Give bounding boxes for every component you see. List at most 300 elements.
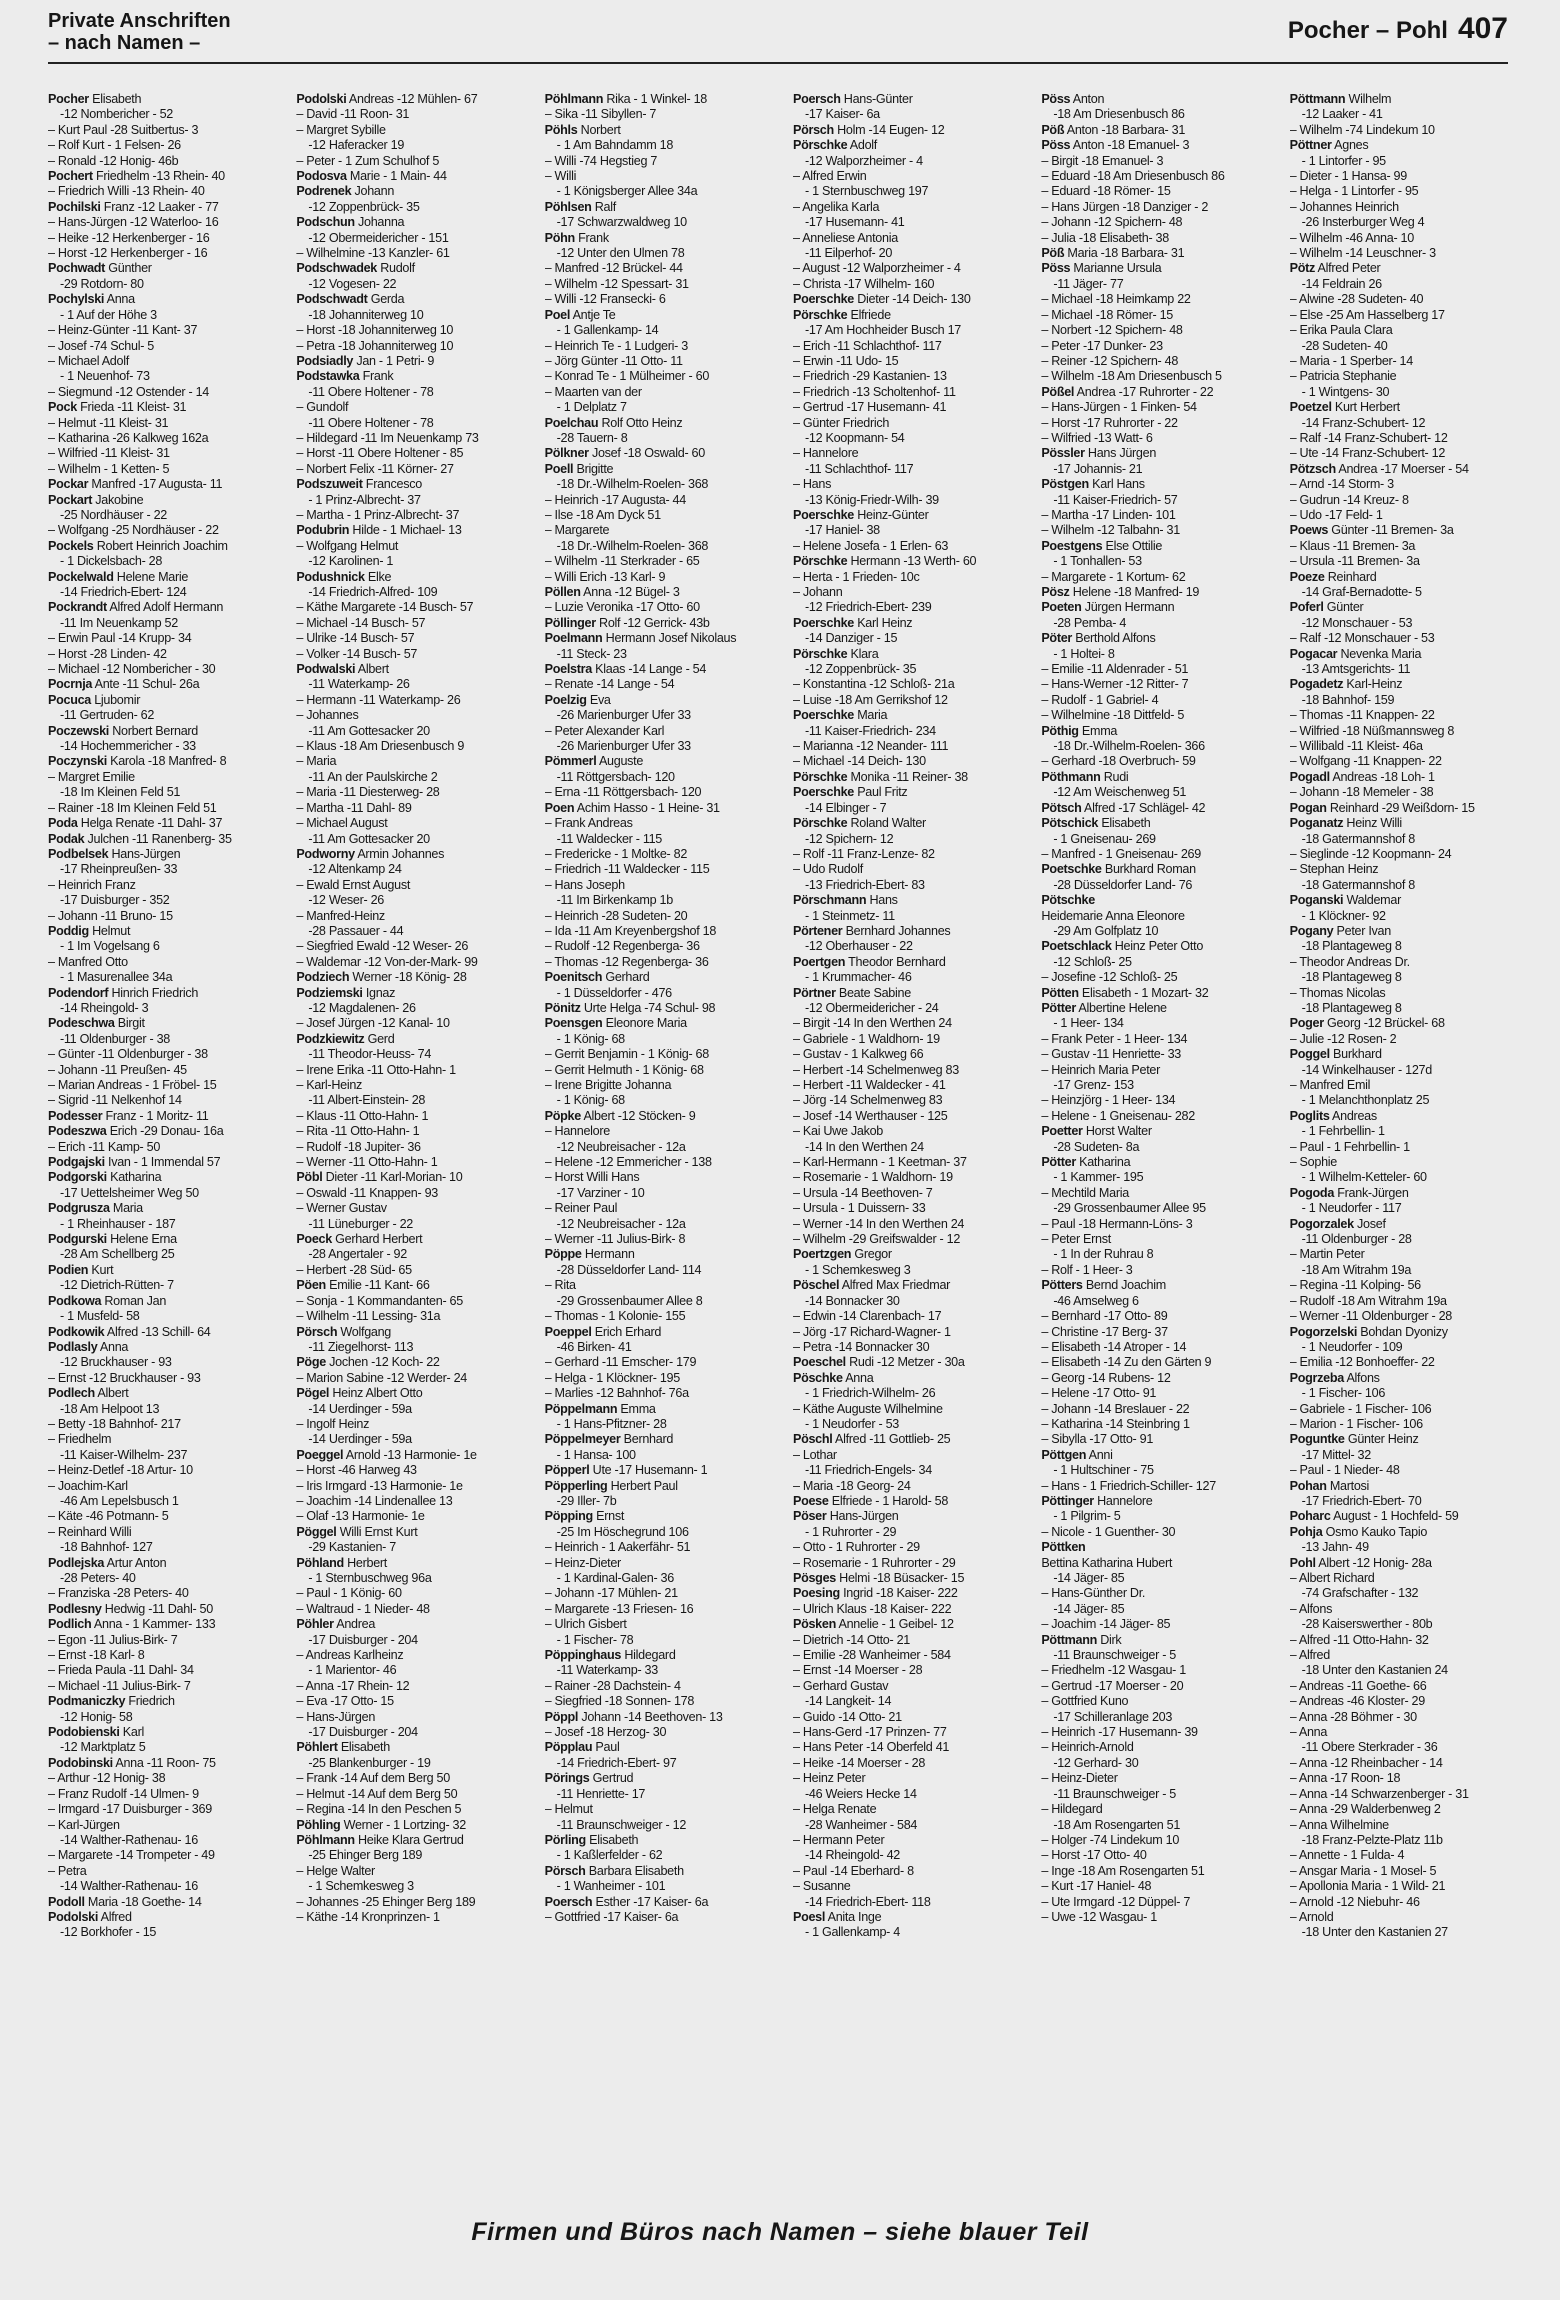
directory-entry-line: -17 Am Hochheider Busch 17 <box>804 323 961 338</box>
directory-entry-line: -18 Bahnhof- 127 <box>60 1540 153 1555</box>
surname: Podlasly <box>48 1339 98 1354</box>
directory-entry-line: -18 Am Witrahm 19a <box>1301 1262 1412 1277</box>
directory-entry-line: Poetter Horst Walter <box>1041 1124 1152 1139</box>
surname: Podstawka <box>296 369 360 384</box>
directory-entry-line: Pötter Albertine Helene <box>1041 1000 1167 1015</box>
directory-entry-line: – Klaus -18 Am Driesenbusch 9 <box>296 739 465 754</box>
directory-entry-line: – Hans Joseph <box>544 877 625 892</box>
directory-entry-line: Pöllen Anna -12 Bügel- 3 <box>544 585 680 599</box>
directory-entry-line: Pöß Anton -18 Barbara- 31 <box>1041 122 1186 137</box>
directory-entry-line: – Christa -17 Wilhelm- 160 <box>792 276 935 291</box>
directory-entry-line: Podeschwa Birgit <box>48 1016 145 1031</box>
surname: Poertgen <box>792 954 846 969</box>
surname: Pörschke <box>792 816 848 831</box>
directory-entry-line: – Marlies -12 Bahnhof- 76a <box>544 1386 689 1401</box>
directory-entry-line: – Ursula - 1 Duissern- 33 <box>792 1201 926 1216</box>
surname: Poestgens <box>1041 538 1103 553</box>
directory-entry-line: – Horst -28 Linden- 42 <box>48 646 167 661</box>
directory-entry-line: Pogadetz Karl-Heinz <box>1289 677 1403 692</box>
surname: Pötter <box>1041 1000 1076 1015</box>
directory-entry-line: – Gerhard -11 Emscher- 179 <box>544 1355 697 1370</box>
directory-entry-line: Pörling Elisabeth <box>544 1832 639 1847</box>
directory-entry-line: -18 Unter den Kastanien 27 <box>1301 1925 1448 1940</box>
directory-entry-line <box>1041 1540 1269 1555</box>
surname: Pöpplau <box>544 1740 593 1755</box>
footer-note: Firmen und Büros nach Namen – siehe blauer Teil <box>471 2218 1089 2246</box>
directory-entry-line: - 1 Fischer- 78 <box>556 1632 634 1647</box>
directory-entry-line: – Willi Erich -13 Karl- 9 <box>544 569 666 584</box>
directory-entry-line: – Ernst -14 Moerser - 28 <box>792 1663 923 1678</box>
directory-entry-line: -28 Kaiserswerther - 80b <box>1301 1617 1433 1632</box>
surname: Podgrusza <box>48 1201 110 1216</box>
surname: Poersch <box>792 92 841 106</box>
directory-entry-line: Pötters Bernd Joachim <box>1041 1278 1166 1293</box>
directory-entry-line: – Elisabeth -14 Atroper - 14 <box>1041 1339 1187 1354</box>
directory-entry-line: – Paul - 1 Fehrbellin- 1 <box>1289 1139 1410 1154</box>
directory-entry-line: – Jörg -14 Schelmenweg 83 <box>792 1093 943 1108</box>
surname: Poen <box>544 800 575 815</box>
directory-entry-line: Pötter Katharina <box>1041 1155 1131 1170</box>
directory-entry-line: -14 Friedrich-Ebert- 97 <box>556 1755 677 1770</box>
surname: Poharc <box>1289 1509 1331 1524</box>
directory-entry-line: – Ralf -12 Monschauer - 53 <box>1289 631 1435 646</box>
directory-entry-line: – Udo Rudolf <box>792 862 863 877</box>
directory-entry-line: – Käthe Auguste Wilhelmine <box>792 1401 943 1416</box>
surname: Podlich <box>48 1617 92 1632</box>
directory-entry-line: – Konrad Te - 1 Mülheimer - 60 <box>544 369 710 384</box>
directory-entry-line: -28 Pemba- 4 <box>1053 615 1127 630</box>
directory-entry-line: – Edwin -14 Clarenbach- 17 <box>792 1309 942 1324</box>
directory-entry-line: – Heike -12 Herkenberger - 16 <box>48 230 210 245</box>
directory-entry-line: – Ilse -18 Am Dyck 51 <box>544 507 661 522</box>
directory-entry-line: -26 Marienburger Ufer 33 <box>556 739 691 754</box>
directory-entry-line: – Nicole - 1 Guenther- 30 <box>1041 1524 1176 1539</box>
directory-entry-line: – Heinrich-Arnold <box>1041 1740 1134 1755</box>
directory-entry-line: -12 Nombericher - 52 <box>60 107 173 122</box>
directory-entry-line: -11 Kaiser-Friedrich- 234 <box>804 723 936 738</box>
directory-entry-line: Podoll Maria -18 Goethe- 14 <box>48 1894 202 1909</box>
directory-entry-line: Pöter Berthold Alfons <box>1041 631 1156 646</box>
directory-entry-line: - 1 Marientor- 46 <box>308 1663 397 1678</box>
directory-entry-line: – Olaf -13 Harmonie- 1e <box>296 1509 425 1524</box>
directory-entry-line: – Alwine -28 Sudeten- 40 <box>1289 292 1424 307</box>
directory-entry-line: -14 Elbinger - 7 <box>804 800 887 815</box>
directory-entry-line: – Frieda Paula -11 Dahl- 34 <box>48 1663 194 1678</box>
surname: Pogadl <box>1289 769 1330 784</box>
directory-column <box>545 92 773 2212</box>
directory-entry-line: -17 Kaiser- 6a <box>804 107 880 122</box>
surname: Podobienski <box>48 1725 120 1740</box>
surname: Poeze <box>1289 569 1325 584</box>
directory-entry-line: -11 Röttgersbach- 120 <box>556 769 675 784</box>
directory-entry-line: Pogan Reinhard -29 Weißdorn- 15 <box>1289 800 1475 815</box>
surname: Podworny <box>296 846 355 861</box>
surname: Pöhling <box>296 1817 341 1832</box>
directory-entry-line: -25 Im Höschegrund 106 <box>556 1524 689 1539</box>
surname: Pötsch <box>1041 800 1082 815</box>
directory-entry-line: Podmaniczky Friedrich <box>48 1694 175 1709</box>
directory-entry-line: Pochylski Anna <box>48 292 135 307</box>
directory-entry-line: – Jörg -17 Richard-Wagner- 1 <box>792 1324 951 1339</box>
surname: Pöss <box>1041 92 1071 106</box>
directory-entry-line: Pockrandt Alfred Adolf Hermann <box>48 600 224 615</box>
surname: Poensgen <box>544 1016 603 1031</box>
directory-entry-line: – Manfred Otto <box>48 954 128 969</box>
directory-entry-line: - 1 Kaßlerfelder - 62 <box>556 1848 663 1863</box>
directory-entry-line: - 1 Hansa- 100 <box>556 1447 636 1462</box>
surname: Podschun <box>296 215 355 230</box>
directory-entry-line: Podien Kurt <box>48 1262 114 1277</box>
directory-entry-line: – Kurt Paul -28 Suitbertus- 3 <box>48 122 199 137</box>
directory-entry-line: – Kai Uwe Jakob <box>792 1124 883 1139</box>
directory-entry-line: – Günter -11 Oldenburger - 38 <box>48 1047 208 1062</box>
directory-entry-line: -12 Bruckhauser - 93 <box>60 1355 172 1370</box>
directory-entry-line: -28 Tauern- 8 <box>556 430 628 445</box>
surname: Pöß <box>1041 122 1065 137</box>
directory-entry-line: – Rolf -11 Franz-Lenze- 82 <box>792 846 935 861</box>
surname: Pötter <box>1041 1155 1076 1170</box>
directory-entry-line: – Ida -11 Am Kreyenbergshof 18 <box>544 923 717 938</box>
directory-entry-line: Pöttmann Dirk <box>1041 1632 1122 1647</box>
directory-entry-line: -13 Friedrich-Ebert- 83 <box>804 877 925 892</box>
directory-entry-line: – Ansgar Maria - 1 Mosel- 5 <box>1289 1863 1437 1878</box>
page-range-heading <box>1288 12 1508 46</box>
directory-entry-line: Pöppelmeyer Bernhard <box>544 1432 674 1447</box>
directory-entry-line: – Irmgard -17 Duisburger - 369 <box>48 1802 212 1817</box>
directory-entry-line: – Manfred -12 Brückel- 44 <box>544 261 683 276</box>
directory-entry-line: – Hans-Werner -12 Ritter- 7 <box>1041 677 1189 692</box>
directory-entry-line: – Michael -12 Nombericher - 30 <box>48 662 216 677</box>
surname: Podzkiewitz <box>296 1031 365 1046</box>
directory-entry-line: – Hermann Peter <box>792 1832 885 1847</box>
directory-entry-line: Pogorzelski Bohdan Dyonizy <box>1289 1324 1448 1339</box>
directory-entry-line: Podwalski Albert <box>296 662 389 677</box>
directory-entry-line: -13 Amtsgerichts- 11 <box>1301 662 1411 677</box>
directory-entry-line: Podlasly Anna <box>48 1339 129 1354</box>
surname: Poerschke <box>792 615 854 630</box>
directory-entry-line: -11 Im Birkenkamp 1b <box>556 893 673 908</box>
surname: Poeten <box>1041 600 1082 615</box>
directory-entry-line: – Otto - 1 Ruhrorter - 29 <box>792 1540 920 1555</box>
directory-entry-line: – Karl-Heinz <box>296 1078 363 1092</box>
surname: Poertzgen <box>792 1247 852 1262</box>
surname: Pöhn <box>544 230 575 245</box>
directory-entry-line: – Gustav -11 Henriette- 33 <box>1041 1047 1181 1062</box>
directory-entry-line: -14 Rheingold- 42 <box>804 1848 901 1863</box>
directory-entry-line: -17 Schilleranlage 203 <box>1053 1709 1173 1724</box>
surname: Pömmerl <box>544 754 597 769</box>
directory-entry-line: – Ewald Ernst August <box>296 877 411 892</box>
directory-entry-line: – Werner -11 Oldenburger - 28 <box>1289 1309 1452 1324</box>
directory-entry-line: – Heinz-Dieter <box>544 1555 621 1570</box>
directory-entry-line: – Willibald -11 Kleist- 46a <box>1289 739 1423 754</box>
directory-entry-line: -11 Waterkamp- 26 <box>308 677 410 692</box>
surname: Pockart <box>48 492 93 507</box>
directory-entry-line: Pösges Helmi -18 Büsacker- 15 <box>792 1571 965 1585</box>
directory-entry-line: Podsiadly Jan - 1 Petri- 9 <box>296 353 435 368</box>
directory-entry-line: – Helene -12 Emmericher - 138 <box>544 1155 712 1170</box>
directory-entry-line: – Rosemarie - 1 Waldhorn- 19 <box>792 1170 953 1185</box>
directory-entry-line: – Friedhelm <box>48 1432 112 1447</box>
directory-entry-line: – Günter Friedrich <box>792 415 890 430</box>
surname: Pocuca <box>48 692 91 707</box>
directory-entry-line: – Thomas -12 Regenberga- 36 <box>544 954 709 969</box>
surname: Poetter <box>1041 1124 1083 1139</box>
directory-entry-line: Pöhlsen Ralf <box>544 199 616 214</box>
surname: Podlejska <box>48 1555 105 1570</box>
directory-entry-line: – Gertrud -17 Husemann- 41 <box>792 400 947 415</box>
directory-entry-line: – Luzie Veronika -17 Otto- 60 <box>544 600 700 615</box>
directory-entry-line: – Maria - 1 Sperber- 14 <box>1289 353 1413 368</box>
directory-entry-line: – Michael -14 Deich- 130 <box>792 754 926 769</box>
surname: Poersch <box>544 1894 593 1909</box>
directory-entry-line: – Rita <box>544 1278 576 1293</box>
directory-entry-line: – Andreas -11 Goethe- 66 <box>1289 1678 1427 1693</box>
surname: Pörsch <box>792 122 834 137</box>
directory-entry-line: Pöss Marianne Ursula <box>1041 261 1162 276</box>
directory-entry-line: Podgrusza Maria <box>48 1201 143 1216</box>
directory-entry-line: -11 Obere Holtener - 78 <box>308 384 434 399</box>
directory-entry-line: Poerschke Maria <box>792 708 888 723</box>
surname: Pöppl <box>544 1709 579 1724</box>
surname: Pöss <box>1041 261 1071 276</box>
directory-entry-line: – Rainer -18 Im Kleinen Feld 51 <box>48 800 217 815</box>
surname: Pötzsch <box>1289 461 1336 476</box>
directory-entry-line: Pöschel Alfred Max Friedmar <box>792 1278 951 1293</box>
directory-entry-line: – Bernhard -17 Otto- 89 <box>1041 1309 1168 1324</box>
directory-entry-line: -18 Im Kleinen Feld 51 <box>60 785 181 800</box>
surname: Poesl <box>792 1909 826 1924</box>
directory-entry-line: - 1 Wilhelm-Ketteler- 60 <box>1301 1170 1427 1185</box>
directory-entry-line: Pöhler Andrea <box>296 1617 376 1632</box>
directory-entry-line: – Martha -17 Linden- 101 <box>1041 507 1176 522</box>
directory-entry-line: Pöppelmann Emma <box>544 1401 656 1416</box>
directory-entry-line: – Josef -74 Schul- 5 <box>48 338 155 353</box>
surname: Podbelsek <box>48 846 109 861</box>
directory-entry-line: -17 Rheinpreußen- 33 <box>60 862 178 877</box>
directory-entry-line: – Friedrich -13 Scholtenhof- 11 <box>792 384 956 399</box>
surname: Poelzig <box>544 692 587 707</box>
directory-entry-line: – Ute -14 Franz-Schubert- 12 <box>1289 446 1446 461</box>
surname: Pöttinger <box>1041 1493 1094 1508</box>
directory-entry-line: – Egon -11 Julius-Birk- 7 <box>48 1632 178 1647</box>
surname: Pock <box>48 400 77 415</box>
directory-entry-line: – Udo -17 Feld- 1 <box>1289 507 1383 522</box>
directory-entry-line: -11 Braunschweiger - 5 <box>1053 1648 1176 1663</box>
directory-entry-line: Podushnick Elke <box>296 569 392 584</box>
directory-entry-line: – Arnd -14 Storm- 3 <box>1289 477 1394 492</box>
surname: Pörling <box>544 1832 586 1847</box>
surname: Poczewski <box>48 723 110 738</box>
directory-entry-line: - 1 Dickelsbach- 28 <box>60 554 163 569</box>
directory-entry-line: – Willi <box>544 169 577 184</box>
directory-entry-line: – Horst -46 Harweg 43 <box>296 1463 417 1478</box>
directory-entry-line: -28 Am Schellberg 25 <box>60 1247 175 1262</box>
directory-entry-line: Pömmerl Auguste <box>544 754 644 769</box>
directory-entry-line: -12 Zoppenbrück- 35 <box>308 199 420 214</box>
surname: Pöhlert <box>296 1740 338 1755</box>
directory-entry-line: – Elisabeth -14 Zu den Gärten 9 <box>1041 1355 1212 1370</box>
directory-entry-line: -14 Jäger- 85 <box>1053 1571 1125 1585</box>
directory-entry-line: – Gerrit Helmuth - 1 König- 68 <box>544 1062 704 1077</box>
directory-entry-line: – Helga - 1 Lintorfer - 95 <box>1289 184 1419 199</box>
directory-entry-line: – Klaus -11 Bremen- 3a <box>1289 538 1416 553</box>
surname: Podmaniczky <box>48 1694 126 1709</box>
surname: Pöschke <box>792 1370 843 1385</box>
surname: Pörtener <box>792 923 843 938</box>
directory-entry-line: – Theodor Andreas Dr. <box>1289 954 1410 969</box>
directory-entry-line: -26 Insterburger Weg 4 <box>1301 215 1425 230</box>
directory-entry-line: – Wolfgang -25 Nordhäuser - 22 <box>48 523 219 538</box>
directory-entry-line: -12 Oberhauser - 22 <box>804 939 913 954</box>
surname: Pöttgen <box>1041 1447 1087 1462</box>
directory-entry-line: – Peter - 1 Zum Schulhof 5 <box>296 153 440 168</box>
directory-entry-line: – Eduard -18 Römer- 15 <box>1041 184 1171 199</box>
surname: Pöpping <box>544 1509 593 1524</box>
directory-entry-line: -14 Friedrich-Alfred- 109 <box>308 585 438 599</box>
directory-entry-line: Pochert Friedhelm -13 Rhein- 40 <box>48 169 225 184</box>
surname: Pörschke <box>792 138 848 153</box>
directory-entry-line: – Renate -14 Lange - 54 <box>544 677 675 692</box>
directory-entry-line: -14 Friedrich-Ebert- 118 <box>804 1894 931 1909</box>
directory-entry-line: Podosva Marie - 1 Main- 44 <box>296 169 447 184</box>
directory-entry-line: Pöge Jochen -12 Koch- 22 <box>296 1355 440 1370</box>
directory-entry-line: Pogadl Andreas -18 Loh- 1 <box>1289 769 1435 784</box>
directory-entry-line: -14 Franz-Schubert- 12 <box>1301 415 1426 430</box>
directory-entry-line: -12 Altenkamp 24 <box>308 862 402 877</box>
directory-entry-line: - 1 Wanheimer - 101 <box>556 1879 666 1894</box>
directory-entry-line: – Erwin Paul -14 Krupp- 34 <box>48 631 192 646</box>
directory-entry-line: – Ralf -14 Franz-Schubert- 12 <box>1289 430 1448 445</box>
directory-entry-line: Podlech Albert <box>48 1386 129 1401</box>
directory-entry-line: – Gundolf <box>296 400 349 415</box>
directory-entry-line: – Konstantina -12 Schloß- 21a <box>792 677 955 692</box>
surname: Pörschke <box>792 646 848 661</box>
surname: Podlech <box>48 1386 95 1401</box>
directory-entry-line: Podkowik Alfred -13 Schill- 64 <box>48 1324 211 1339</box>
surname: Poerschke <box>792 785 854 800</box>
directory-entry-line: -12 Obermeidericher - 151 <box>308 230 449 245</box>
surname: Poczynski <box>48 754 107 769</box>
directory-entry-line: – Michael August <box>296 816 388 831</box>
directory-entry-line: Podschwadek Rudolf <box>296 261 415 276</box>
directory-entry-line: – Wilhelm -18 Am Driesenbusch 5 <box>1041 369 1222 384</box>
directory-entry-line: -11 Eilperhof- 20 <box>804 246 893 261</box>
directory-entry-line: Podolski Alfred <box>48 1909 132 1924</box>
directory-entry-line: Podgurski Helene Erna <box>48 1232 177 1247</box>
directory-entry-line: – Heinz Peter <box>792 1771 866 1786</box>
directory-entry-line: -17 Duisburger - 352 <box>60 893 170 908</box>
directory-entry-line: – Horst -11 Obere Holtener - 85 <box>296 446 464 461</box>
directory-entry-line: Poersch Esther -17 Kaiser- 6a <box>544 1894 709 1909</box>
directory-entry-line: -14 Danziger - 15 <box>804 631 898 646</box>
directory-entry-line: – Margret Sybille <box>296 122 386 137</box>
directory-entry-line: Pönitz Urte Helga -74 Schul- 98 <box>544 1000 716 1015</box>
directory-entry-line: Poenitsch Gerhard <box>544 970 650 985</box>
directory-entry-line: – Hermann -11 Waterkamp- 26 <box>296 692 461 707</box>
surname: Podendorf <box>48 985 109 1000</box>
directory-entry-line: -11 Obere Holtener - 78 <box>308 415 434 430</box>
directory-entry-line: – Ronald -12 Honig- 46b <box>48 153 179 168</box>
directory-entry-line: -12 Honig- 58 <box>60 1709 133 1724</box>
directory-entry-line: – Christine -17 Berg- 37 <box>1041 1324 1168 1339</box>
directory-entry-line: Pöthmann Rudi <box>1041 769 1129 784</box>
directory-entry-line: – Ingolf Heinz <box>296 1416 370 1431</box>
directory-entry-line: Pörschke Adolf <box>792 138 878 153</box>
directory-entry-line: -18 Am Rosengarten 51 <box>1053 1817 1181 1832</box>
directory-entry-line: – Paul - 1 König- 60 <box>296 1586 402 1601</box>
directory-entry-line: -28 Düsseldorfer Land- 76 <box>1053 877 1193 892</box>
directory-entry-line: -12 Neubreisacher - 12a <box>556 1139 686 1154</box>
surname: Pöss <box>1041 138 1071 153</box>
directory-entry-line: Poguntke Günter Heinz <box>1289 1432 1419 1447</box>
directory-entry-line: – Herbert -11 Waldecker - 41 <box>792 1078 946 1092</box>
directory-entry-line: Pöhlmann Rika - 1 Winkel- 18 <box>544 92 708 106</box>
directory-entry-line: Podendorf Hinrich Friedrich <box>48 985 199 1000</box>
surname: Poel <box>544 307 571 322</box>
directory-entry-line: Pöpperling Herbert Paul <box>544 1478 678 1493</box>
directory-entry-line: Pösz Helene -18 Manfred- 19 <box>1041 585 1200 599</box>
surname: Poell <box>544 461 574 476</box>
directory-entry-line: - 1 Steinmetz- 11 <box>804 908 895 923</box>
directory-entry-line: Podolski Andreas -12 Mühlen- 67 <box>296 92 478 106</box>
directory-entry-line: – Rolf - 1 Heer- 3 <box>1041 1262 1133 1277</box>
directory-entry-line: – Wilhelm -12 Talbahn- 31 <box>1041 523 1180 538</box>
page-header <box>48 10 1508 64</box>
directory-entry-line: – Peter Alexander Karl <box>544 723 665 738</box>
surname: Pogorzalek <box>1289 1216 1354 1231</box>
directory-entry-line: – Eduard -18 Am Driesenbusch 86 <box>1041 169 1225 184</box>
directory-entry-line: - 1 Tonhallen- 53 <box>1053 554 1142 569</box>
surname: Pogany <box>1289 923 1334 938</box>
surname: Pöpperl <box>544 1463 590 1478</box>
directory-entry-line: – Erich -11 Schlachthof- 117 <box>792 338 942 353</box>
section-title <box>48 10 231 54</box>
directory-entry-line: -11 Kaiser-Friedrich- 57 <box>1053 492 1178 507</box>
surname: Poda <box>48 816 78 831</box>
directory-entry-line: Pöggel Willi Ernst Kurt <box>296 1524 418 1539</box>
directory-entry-line: – Siegfried Ewald -12 Weser- 26 <box>296 939 469 954</box>
directory-entry-line: – Johann -14 Breslauer - 22 <box>1041 1401 1190 1416</box>
surname: Podgurski <box>48 1232 107 1247</box>
directory-entry-line: -11 Theodor-Heuss- 74 <box>308 1047 432 1062</box>
surname: Pöttken <box>1041 1540 1086 1555</box>
directory-entry-line: -12 Karolinen- 1 <box>308 554 394 569</box>
directory-entry-line: – Maria -11 Diesterweg- 28 <box>296 785 440 800</box>
directory-entry-line: -14 In den Werthen 24 <box>804 1139 924 1154</box>
directory-entry-line: Pogrzeba Alfons <box>1289 1370 1380 1385</box>
directory-entry-line: Pöhlert Elisabeth <box>296 1740 390 1755</box>
surname: Pöhland <box>296 1555 344 1570</box>
surname: Pöhlsen <box>544 199 592 214</box>
directory-entry-line: – Heinrich -28 Sudeten- 20 <box>544 908 688 923</box>
directory-entry-line: – Joachim -14 Lindenallee 13 <box>296 1493 453 1508</box>
directory-entry-line: Pöthig Emma <box>1041 723 1118 738</box>
surname: Poetzel <box>1289 400 1332 415</box>
directory-entry-line: – Herbert -14 Schelmenweg 83 <box>792 1062 959 1077</box>
directory-entry-line: Poglits Andreas <box>1289 1108 1377 1123</box>
directory-entry-line: -14 Uerdinger - 59a <box>308 1432 412 1447</box>
directory-entry-line: – Rudolf -18 Am Witrahm 19a <box>1289 1293 1447 1308</box>
section-title-line1: Private Anschriften <box>48 10 231 32</box>
directory-entry-line: -18 Unter den Kastanien 24 <box>1301 1663 1448 1678</box>
directory-entry-line: Poensgen Eleonore Maria <box>544 1016 687 1031</box>
directory-entry-line: Pörsch Holm -14 Eugen- 12 <box>792 122 945 137</box>
directory-entry-line: – Anna -17 Roon- 18 <box>1289 1771 1401 1786</box>
directory-entry-line: Pörings Gertrud <box>544 1771 634 1786</box>
directory-entry-line: -28 Angertaler - 92 <box>308 1247 407 1262</box>
directory-entry-line: Pötsch Alfred -17 Schlägel- 42 <box>1041 800 1206 815</box>
